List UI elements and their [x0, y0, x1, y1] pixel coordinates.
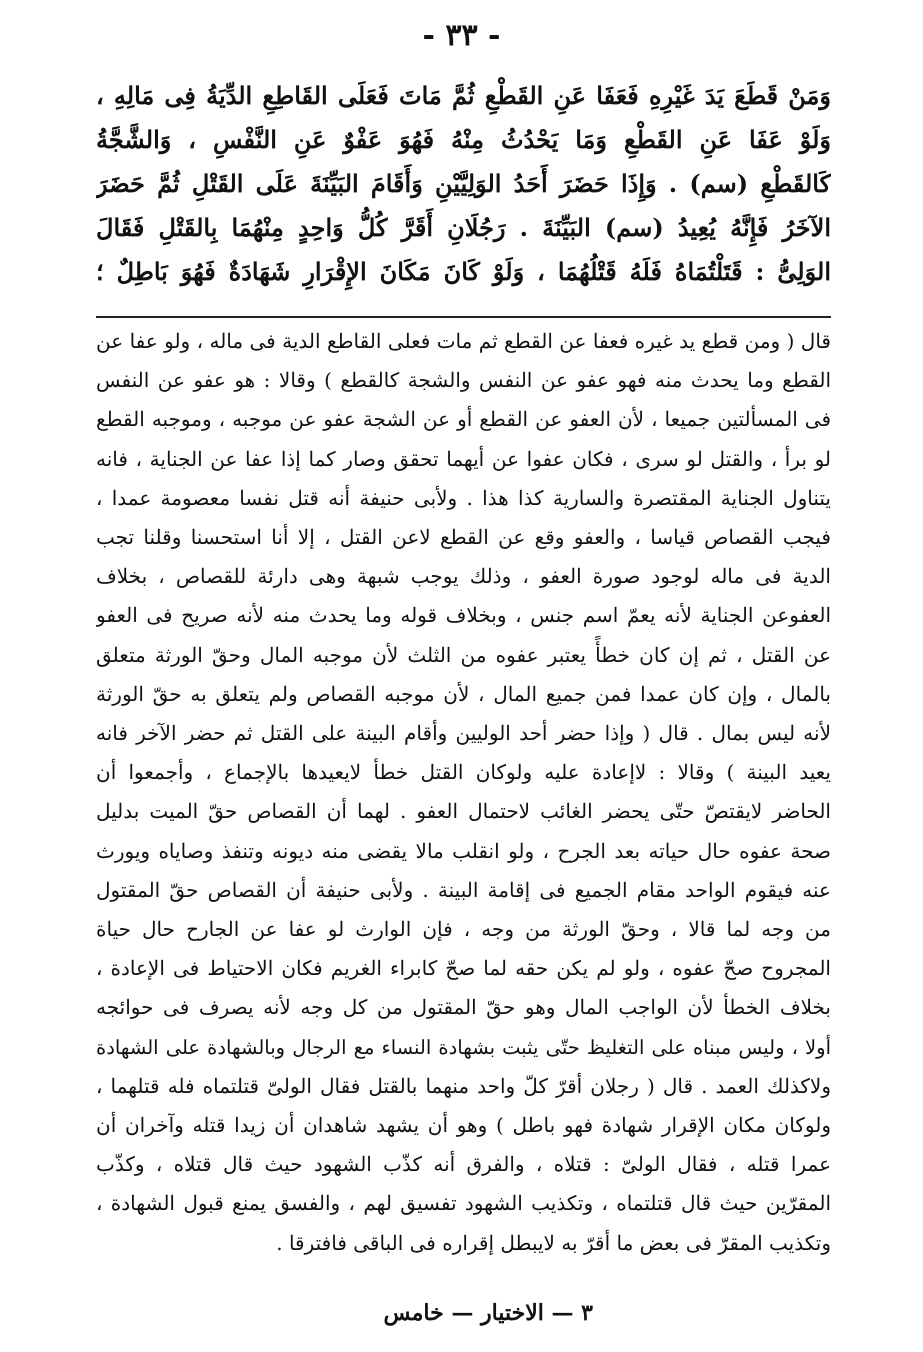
matn-text [96, 74, 831, 294]
matn-line: الآخَرُ فَإِنَّهُ يُعِيدُ (سم) البَيِّنَةَ . رَجُلَانِ أَقَرَّ كُلُّ وَاحِدٍ مِنْهُمَا بِالقَتْلِ فَقَالَ [96, 213, 831, 242]
matn-line: الوَلِىُّ : قَتَلْتُمَاهُ فَلَهُ قَتْلُهُمَا ، وَلَوْ كَانَ مَكَانَ الإِقْرَارِ شَهَادَةٌ فَهُوَ بَاطِلٌ ؛ [96, 257, 831, 286]
commentary-line: صحة عفوه حال حياته بعد الجرح ، ولو انقلب مالا يقضى منه ديونه وتنفذ وصاياه ويورث [96, 838, 831, 863]
page-number: - ٣٣ - [422, 18, 501, 53]
commentary-line: وتكذيب المقرّ فى بعض ما أقرّ به لايبطل إقراره فى الباقى فافترقا . [276, 1230, 831, 1255]
commentary-line: القطع وما يحدث منه فهو عفو عن النفس والشجة كالقطع ) وقالا : هو عفو عن النفس [96, 368, 831, 393]
commentary-line: ولوكان مكان الإقرار شهادة فهو باطل ) وهو أن يشهد شاهدان أن زيدا قتله وآخران أن [96, 1113, 831, 1138]
commentary-line: ولاكذلك العمد . قال ( رجلان أقرّ كلّ واحد منهما بالقتل فقال الولىّ قتلتماه فله قتلهما ، [96, 1073, 831, 1098]
matn-line: كَالقَطْعِ (سم) . وَإِذَا حَضَرَ أَحَدُ الوَلِيَّيْنِ وَأَقَامَ البَيِّنَةَ عَلَى القَتْلِ ثُمَّ حَضَرَ [96, 169, 831, 198]
commentary-line: الحاضر لايقتصّ حتّى يحضر الغائب لاحتمال العفو . لهما أن القصاص حقّ الميت بدليل [96, 799, 831, 824]
commentary-line: فيجب القصاص قياسا ، والعفو وقع عن القطع لاعن القتل ، إلا أنا استحسنا وقلنا تجب [96, 525, 831, 550]
commentary-line: يعيد البينة ) وقالا : لاإعادة عليه ولوكان القتل خطأ لايعيدها بالإجماع ، وأجمعوا أن [96, 760, 831, 785]
commentary-line: المقرّين حيث قال قتلتماه ، وتكذيب الشهود تفسيق لهم ، والفسق يمنع قبول الشهادة ، [96, 1191, 831, 1216]
matn-line: وَمَنْ قَطَعَ يَدَ غَيْرِهِ فَعَفَا عَنِ القَطْعِ ثُمَّ مَاتَ فَعَلَى القَاطِعِ الدِّيَةُ فِى مَالِهِ ، [96, 81, 831, 110]
commentary-line: عمرا قتله ، فقال الولىّ : قتلاه ، والفرق أنه كذّب الشهود حيث قال قتلاه ، وكذّب [96, 1152, 831, 1177]
commentary-line: عن القتل ، ثم إن كان خطأً يعتبر عفوه من الثلث لأن موجبه المال وحقّ الورثة متعلق [96, 642, 831, 667]
commentary-line: لأنه ليس بمال . قال ( وإذا حضر أحد الوليين وأقام البينة على القتل ثم حضر الآخر فانه [96, 721, 831, 746]
signature-footer: ٣ — الاختيار — خامس [383, 1300, 593, 1326]
commentary-line: يتناول الجناية المقتصرة والسارية كذا هذا . ولأبى حنيفة أنه قتل نفسا معصومة عمدا ، [96, 485, 831, 510]
divider-rule [96, 316, 831, 318]
commentary-line: العفوعن الجناية لأنه يعمّ اسم جنس ، وبخلاف قوله وما يحدث منه لأنه صريح فى العفو [96, 603, 831, 628]
commentary-line: المجروح صحّ عفوه ، ولو لم يكن حقه لما صحّ كابراء الغريم فكان الاحتياط فى الإعادة ، [96, 956, 831, 981]
matn-line: وَلَوْ عَفَا عَنِ القَطْعِ وَمَا يَحْدُثُ مِنْهُ فَهُوَ عَفْوٌ عَنِ النَّفْسِ ، وَالشَّجَّةُ [96, 125, 831, 154]
commentary-line: عنه فيقوم الواحد مقام الجميع فى إقامة البينة . ولأبى حنيفة أن القصاص حقّ المقتول [96, 877, 831, 902]
commentary-line: من وجه لما قالا ، وحقّ الورثة من وجه ، فإن الوارث لو عفا عن الجارح حال حياة [96, 917, 831, 942]
commentary-line: أولا ، وليس مبناه على التغليظ حتّى يثبت بشهادة النساء مع الرجال وبالشهادة على الشهادة [96, 1035, 831, 1059]
commentary-line: بالمال ، وإن كان عمدا فمن جميع المال ، لأن موجبه القصاص ولم يتعلق به حقّ الورثة [96, 681, 831, 706]
commentary-text [96, 322, 831, 1263]
commentary-line: فى المسألتين جميعا ، لأن العفو عن القطع أو عن الشجة عفو عن موجبه ، وموجبه القطع [96, 407, 831, 432]
commentary-line: بخلاف الخطأ لأن الواجب المال وهو حقّ المقتول من كل وجه لأنه يصرف فى حوائجه [96, 995, 831, 1020]
commentary-line: الدية فى ماله لوجود صورة العفو ، وذلك يوجب شبهة وهى دارئة للقصاص ، بخلاف [96, 564, 831, 589]
commentary-line: لو برأ ، والقتل لو سرى ، فكان عفوا عن أيهما تحقق وصار كما إذا عفا عن الجناية ، فانه [96, 446, 831, 471]
commentary-line: قال ( ومن قطع يد غيره فعفا عن القطع ثم مات فعلى القاطع الدية فى ماله ، ولو عفا عن [96, 329, 831, 353]
